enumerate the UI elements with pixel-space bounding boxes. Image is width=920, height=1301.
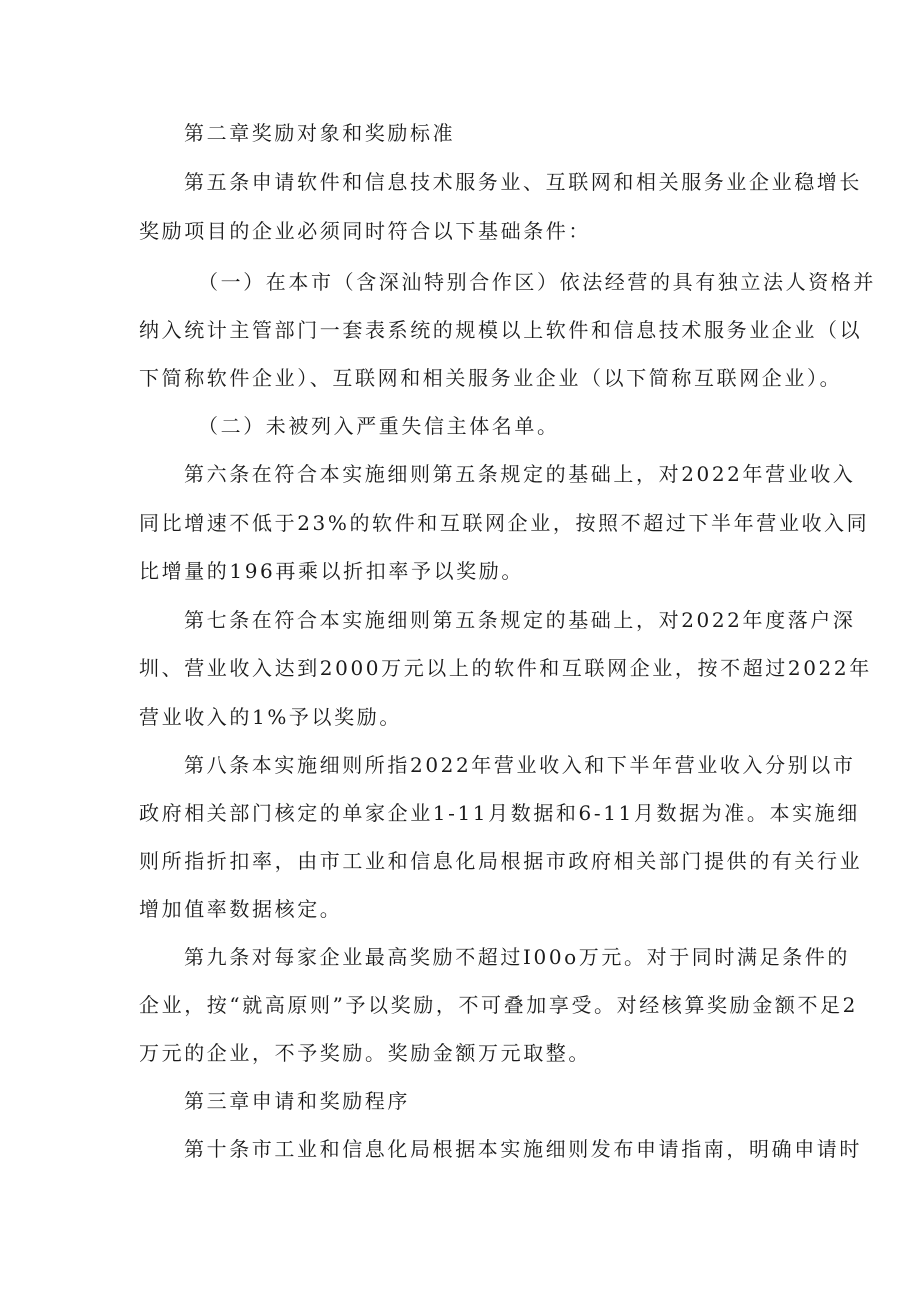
article-6-line-2: 同比增速不低于23%的软件和互联网企业，按照不超过下半年营业收入同: [139, 511, 870, 535]
article-5-line-2: 奖励项目的企业必须同时符合以下基础条件：: [139, 219, 591, 243]
chapter-heading-3: 第三章申请和奖励程序: [184, 1089, 410, 1113]
article-9-line-3: 万元的企业，不予奖励。奖励金额万元取整。: [139, 1041, 591, 1065]
clause-1-line-1: （一）在本市（含深汕特别合作区）依法经营的具有独立法人资格并: [198, 270, 876, 294]
article-6-line-3: 比增量的196再乘以折扣率予以奖励。: [139, 559, 524, 583]
article-7-line-1: 第七条在符合本实施细则第五条规定的基础上，对2022年度落户深: [184, 608, 856, 632]
clause-1-line-3: 下简称软件企业）、互联网和相关服务业企业（以下简称互联网企业）。: [139, 366, 843, 390]
clause-2: （二）未被列入严重失信主体名单。: [198, 414, 560, 438]
article-10-line-1: 第十条市工业和信息化局根据本实施细则发布申请指南，明确申请时: [184, 1137, 862, 1161]
article-7-line-2: 圳、营业收入达到2000万元以上的软件和互联网企业，按不超过2022年: [139, 656, 872, 680]
article-8-line-1: 第八条本实施细则所指2022年营业收入和下半年营业收入分别以市: [184, 753, 856, 777]
article-9-line-1: 第九条对每家企业最高奖励不超过I00o万元。对于同时满足条件的: [184, 945, 850, 969]
article-9-line-2: 企业，按“就高原则”予以奖励，不可叠加享受。对经核算奖励金额不足2: [139, 993, 858, 1017]
article-7-line-3: 营业收入的1%予以奖励。: [139, 705, 402, 729]
article-6-line-1: 第六条在符合本实施细则第五条规定的基础上，对2022年营业收入: [184, 462, 856, 486]
chapter-heading: 第二章奖励对象和奖励标准: [184, 121, 456, 145]
article-8-line-3: 则所指折扣率，由市工业和信息化局根据市政府相关部门提供的有关行业: [139, 849, 863, 873]
article-8-line-2: 政府相关部门核定的单家企业1-11月数据和6-11月数据为准。本实施细: [139, 801, 860, 825]
article-5-line-1: 第五条申请软件和信息技术服务业、互联网和相关服务业企业稳增长: [184, 170, 862, 194]
clause-1-line-2: 纳入统计主管部门一套表系统的规模以上软件和信息技术服务业企业（以: [139, 318, 863, 342]
article-8-line-4: 增加值率数据核定。: [139, 897, 343, 921]
